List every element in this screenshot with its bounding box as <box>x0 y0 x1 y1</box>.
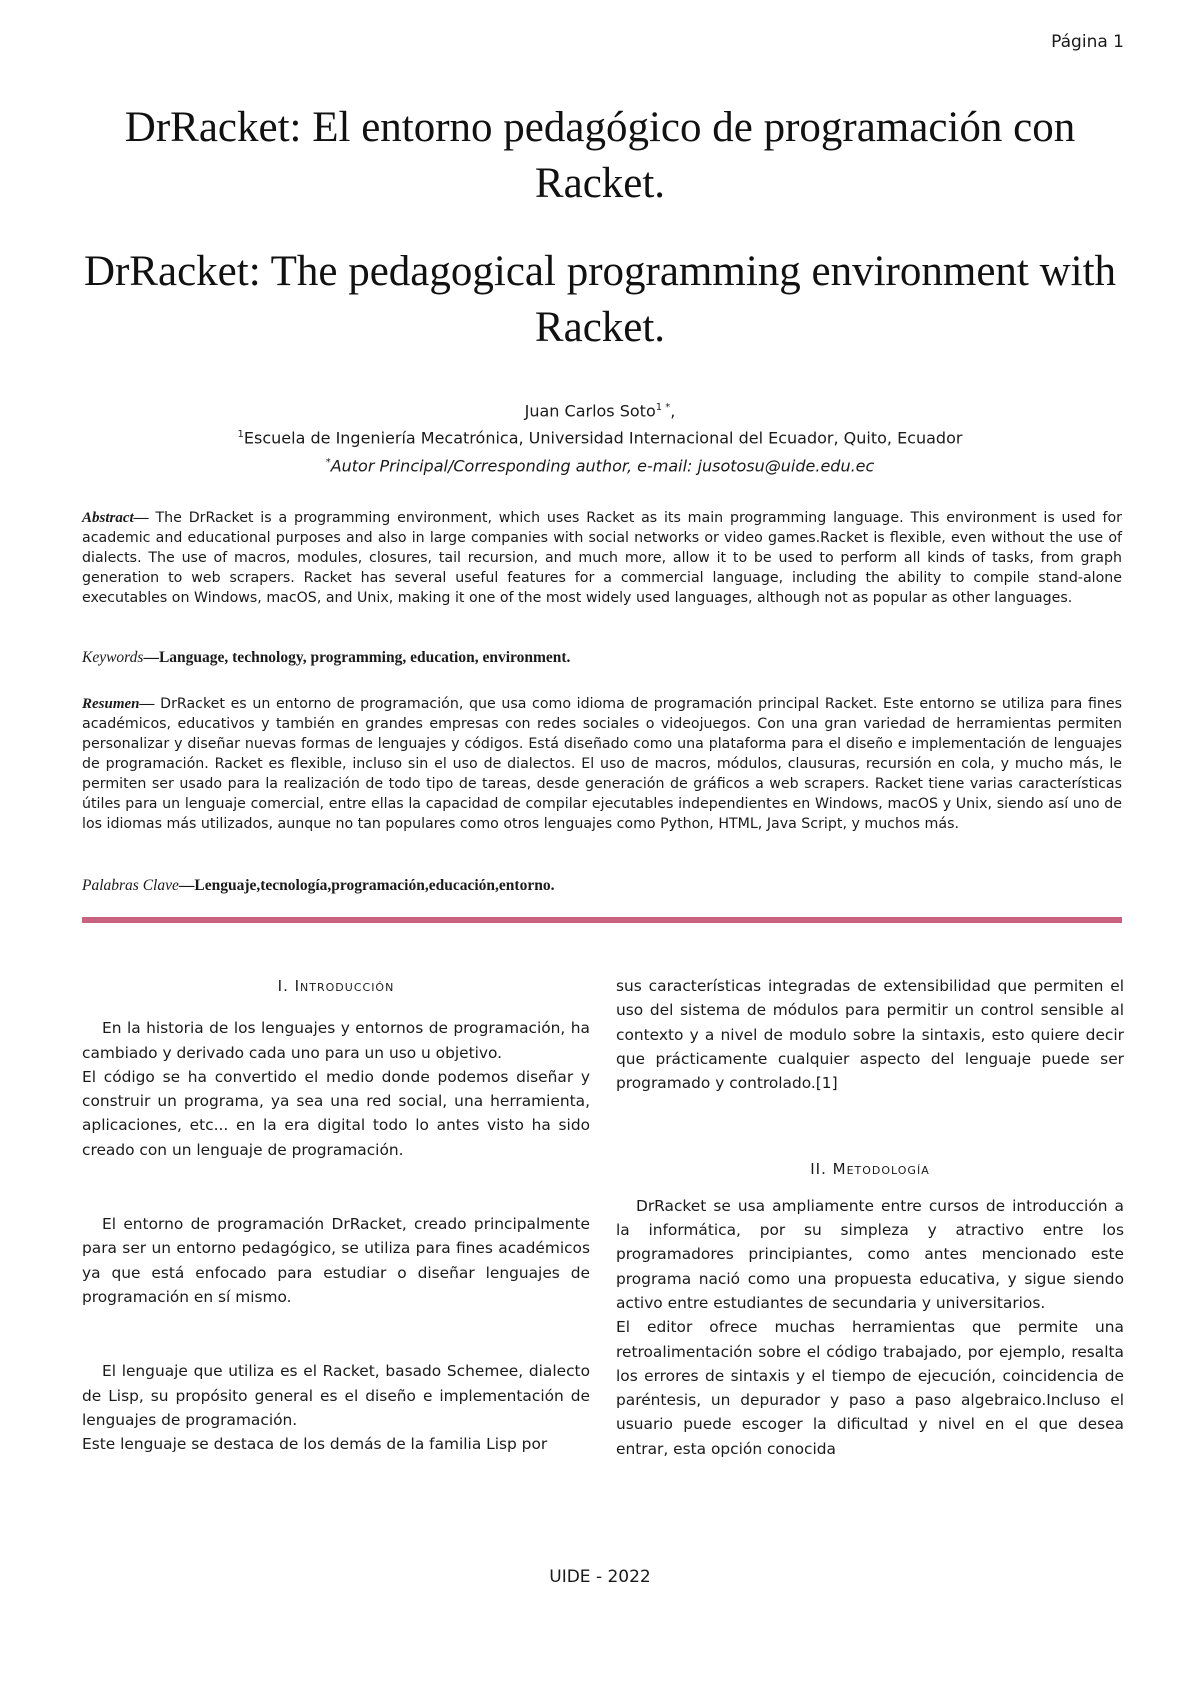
section-divider <box>82 917 1122 923</box>
right-column <box>616 974 1124 1461</box>
left-column <box>82 974 590 1456</box>
abstract-lead: Abstract— <box>82 510 149 526</box>
intro-paragraph-1: En la historia de los lenguajes y entornos de programación, ha cambiado y derivado cada uno para un uso u objetivo. <box>82 1019 590 1062</box>
resumen-lead: Resumen— <box>82 696 155 712</box>
intro-paragraph-2: El código se ha convertido el medio donde podemos diseñar y construir un programa, ya sea una red social, una herramienta, aplicaciones, etc... en la era digital todo lo antes visto ha sido creado con un lenguaje de programación. <box>82 1067 590 1159</box>
author-name: Juan Carlos Soto <box>524 401 656 421</box>
corresponding-text: Autor Principal/Corresponding author, e-mail: jusotosu@uide.edu.ec <box>330 455 875 475</box>
author-marks: 1 * <box>655 402 671 413</box>
paragraph-gap <box>82 1309 590 1359</box>
keywords-text: —Language, technology, programming, education, environment. <box>143 649 571 666</box>
metodologia-paragraph-2: El editor ofrece muchas herramientas que permite una retroalimentación sobre el código trabajado, por ejemplo, resalta los errores de sintaxis y el tiempo de ejecución, coincidencia de paréntesis, un depurador y paso a paso algebraico.Incluso el usuario puede escoger la dificultad y nivel en el que desea entrar, esta opción conocida <box>616 1318 1124 1458</box>
section-heading-metodologia: II. Metodología <box>810 1160 930 1179</box>
abstract-text: The DrRacket is a programming environment, which uses Racket as its main programming language. This environment is used for academic and educational purposes and also in large companies with social networks or video games.Racket is flexible, even without the use of dialects. The use of macros, modules, closures, tail recursion, and much more, allow it to be used to perform all kinds of tasks, from graph generation to web scrapers. Racket has several useful features for a commercial language, including the ability to compile stand-alone executables on Windows, macOS, and Unix, making it one of the most widely used languages, although not as popular as other languages. <box>82 510 1122 606</box>
palabras-clave <box>82 876 1122 896</box>
page-number: Página 1 <box>1051 32 1124 52</box>
author-trailing: , <box>670 401 676 421</box>
palabras-clave-text: —Lenguaje,tecnología,programación,educación,entorno. <box>178 877 555 894</box>
resumen <box>82 694 1122 834</box>
affiliation-text: Escuela de Ingeniería Mecatrónica, Universidad Internacional del Ecuador, Quito, Ecuador <box>243 428 963 448</box>
affiliation-mark: 1 <box>237 429 244 441</box>
author-block <box>60 396 1140 478</box>
section-heading-intro: I. Introducción <box>277 977 395 995</box>
intro-paragraph-6: sus características integradas de extensibilidad que permiten el uso del sistema de módulos para permitir un control sensible al contexto y a nivel de modulo sobre la sintaxis, esto quiere decir que prácticamente cualquier aspecto del lenguaje puede ser programado y controlado.[1] <box>616 977 1124 1093</box>
page-footer: UIDE - 2022 <box>549 1567 651 1587</box>
author-line <box>60 396 1140 423</box>
metodologia-paragraph-1: DrRacket se usa ampliamente entre cursos de introducción a la informática, por su simpleza y atractivo entre los programadores principiantes, como antes mencionado este programa nació como una propuesta educativa, y sigue siendo activo entre estudiantes de secundaria y universitarios. <box>616 1196 1124 1312</box>
title-spanish: DrRacket: El entorno pedagógico de programación con Racket. <box>124 104 1076 207</box>
corresponding-mark: * <box>325 456 331 468</box>
resumen-text: DrRacket es un entorno de programación, que usa como idioma de programación principal Racket. Este entorno se utiliza para fines académicos, educativos y también en grandes empresas con redes sociales o videojuegos. Con una gran variedad de herramientas permiten personalizar y diseñar nuevas formas de lenguajes y códigos. Está diseñado como una plataforma para el diseño e implementación de lenguajes de programación. Racket es flexible, incluso sin el uso de dialectos. El uso de macros, módulos, clausuras, recursión en cola, y mucho más, le permiten ser usado para la realización de todo tipo de tareas, desde generación de gráficos a web scrapers. Racket tiene varias características útiles para un lenguaje comercial, entre ellas la capacidad de compilar ejecutables independientes en Windows, macOS y Unix, siendo así uno de los idiomas más utilizados, aunque no tan populares como otros lenguajes como Python, HTML, Java Script, y muchos más. <box>82 696 1122 832</box>
corresponding-line <box>60 451 1140 478</box>
paragraph-gap <box>82 1162 590 1212</box>
keywords-lead: Keywords <box>82 649 144 666</box>
palabras-clave-lead: Palabras Clave <box>82 877 179 894</box>
intro-paragraph-5: Este lenguaje se destaca de los demás de la familia Lisp por <box>82 1435 548 1454</box>
title-english: DrRacket: The pedagogical programming environment with Racket. <box>83 248 1117 351</box>
intro-paragraph-3: El entorno de programación DrRacket, creado principalmente para ser un entorno pedagógico, se utiliza para fines académicos ya que está enfocado para estudiar o diseñar lenguajes de programación en sí mismo. <box>82 1215 590 1306</box>
title-block <box>60 100 1140 356</box>
abstract <box>82 508 1122 608</box>
affiliation-line <box>60 423 1140 450</box>
keywords <box>82 648 1122 668</box>
intro-paragraph-4: El lenguaje que utiliza es el Racket, basado Schemee, dialecto de Lisp, su propósito general es el diseño e implementación de lenguajes de programación. <box>82 1362 590 1429</box>
